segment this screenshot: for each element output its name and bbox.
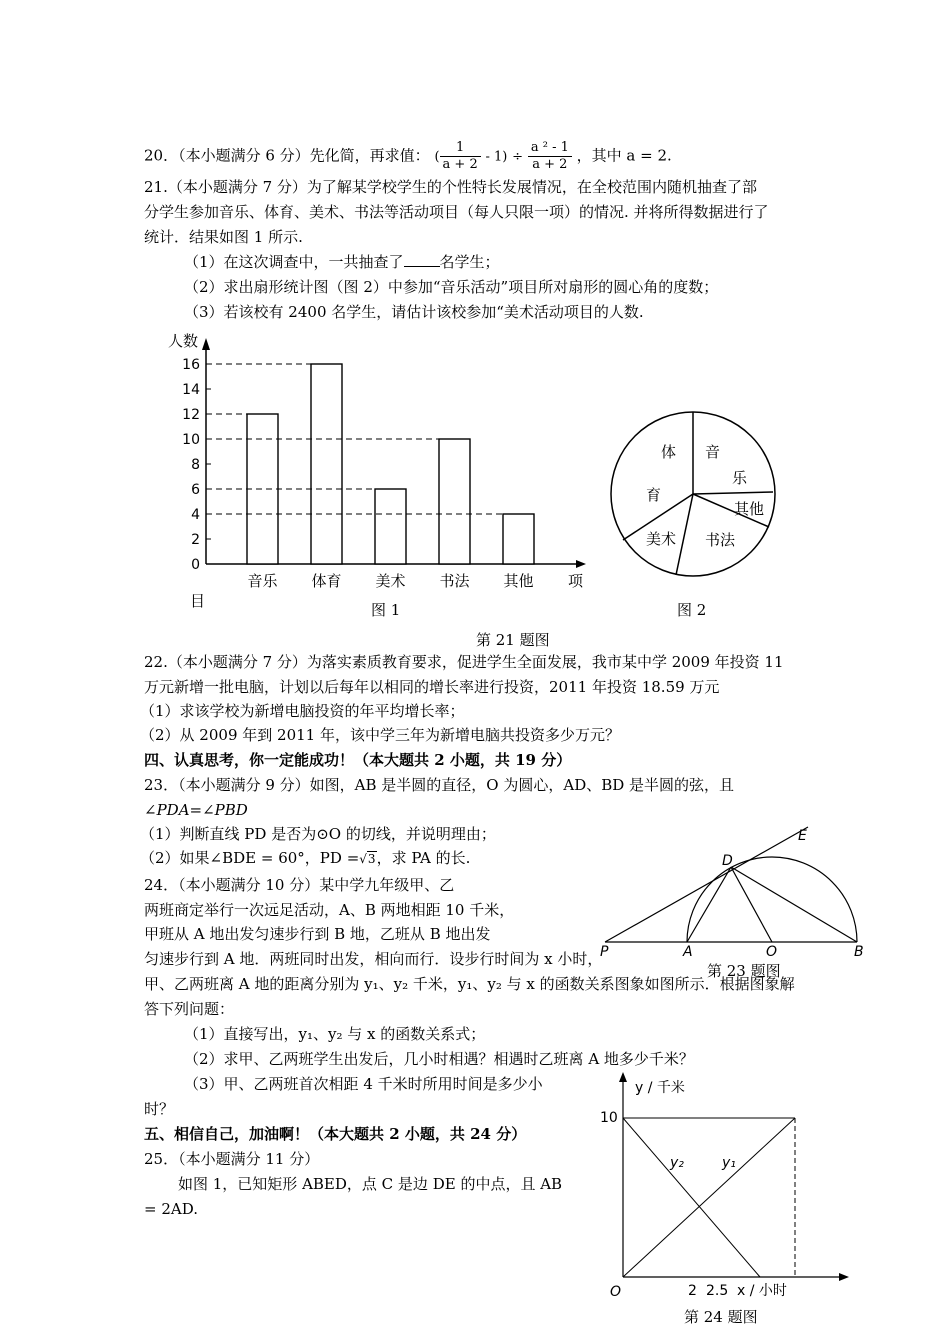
- y-tick-label: 8: [191, 457, 200, 473]
- bar-chart: [150, 326, 600, 626]
- q20-div: ÷: [512, 149, 524, 165]
- q24-sub3-cont: 时？: [144, 1100, 175, 1118]
- q20-fraction-2: $\frac{\text{a ² - 1}}{a + 2}$: [528, 140, 572, 173]
- q20-prefix: 20．（本小题满分 6 分）先化简，再求值：: [144, 146, 430, 165]
- pie-label-calligraphy: 书法: [705, 531, 736, 549]
- q24-sub2: （2）求甲、乙两班学生出发后，几小时相遇？相遇时乙班离 A 地多少千米？: [184, 1050, 694, 1068]
- pie-label-le: 乐: [732, 469, 748, 487]
- x-axis-label: x / 小时: [737, 1283, 787, 1299]
- q24-sub3: （3）甲、乙两班首次相距 4 千米时所用时间是多少小: [184, 1075, 543, 1093]
- q24-caption: 第 24 题图: [684, 1308, 758, 1326]
- pie-chart: [608, 405, 778, 585]
- y-tick-label: 14: [182, 382, 200, 398]
- q23-line2: ∠PDA=∠PBD: [144, 801, 248, 819]
- q23-caption: 第 23 题图: [707, 962, 781, 980]
- q22-line2: 万元新增一批电脑，计划以后每年以相同的增长率进行投资，2011 年投资 18.59 万元: [144, 678, 720, 696]
- q23-line4: （2）如果∠BDE = 60°，PD =√3，求 PA 的长.: [140, 849, 471, 867]
- y1-line: [623, 1118, 795, 1277]
- y-tick-label: 4: [191, 507, 200, 523]
- x-category-label: 美术: [375, 572, 406, 590]
- y-tick-label: 6: [191, 482, 200, 498]
- point-A: A: [683, 944, 693, 960]
- q21-line1: 21.（本小题满分 7 分）为了解某学校学生的个性特长发展情况，在全校范围内随机抽查了部: [144, 178, 757, 196]
- q25-line3: = 2AD.: [144, 1200, 198, 1218]
- q23-line3: （1）判断直线 PD 是否为⊙O 的切线，并说明理由；: [140, 825, 496, 843]
- label-y2: y₂: [670, 1155, 684, 1171]
- q25-line1: 25．（本小题满分 11 分）: [144, 1150, 320, 1168]
- q24-sub1: （1）直接写出，y₁、y₂ 与 x 的函数关系式；: [184, 1025, 486, 1043]
- x-axis-arrow: [576, 560, 586, 568]
- y-axis-label: 人数: [168, 332, 199, 350]
- sqrt-3: √3: [359, 852, 376, 866]
- pie-label-art: 美术: [646, 530, 677, 548]
- section4-heading: 四、认真思考，你一定能成功！（本大题共 2 小题，共 19 分）: [144, 751, 572, 769]
- x-category-label: 体育: [311, 572, 342, 590]
- y-tick-10: 10: [600, 1110, 618, 1126]
- bar-美术: [375, 489, 406, 564]
- pie-label-yin: 音: [705, 443, 721, 461]
- x-tick-2: 2: [688, 1283, 697, 1299]
- y-tick-label: 0: [191, 557, 200, 573]
- q20-minus: - 1): [485, 149, 508, 165]
- origin-O: O: [610, 1284, 622, 1300]
- y-tick-label: 12: [182, 407, 200, 423]
- q24-line4: 匀速步行到 A 地．两班同时出发，相向而行．设步行时间为 x 小时，: [144, 950, 603, 968]
- bar-体育: [311, 364, 342, 564]
- point-P: P: [600, 944, 609, 960]
- y-tick-label: 16: [182, 357, 200, 373]
- q25-line2: 如图 1，已知矩形 ABED，点 C 是边 DE 的中点，且 AB: [178, 1175, 563, 1193]
- pie-label-other: 其他: [734, 500, 765, 518]
- q24-line3: 甲班从 A 地出发匀速步行到 B 地，乙班从 B 地出发: [144, 925, 491, 943]
- fig2-caption: 图 2: [677, 601, 707, 619]
- q24-line2: 两班商定举行一次远足活动，A、B 两地相距 10 千米，: [144, 901, 515, 919]
- q22-line3: （1）求该学校为新增电脑投资的年平均增长率；: [140, 702, 465, 720]
- q24-line6: 答下列问题：: [144, 1000, 235, 1018]
- q24-line5: 甲、乙两班离 A 地的距离分别为 y₁、y₂ 千米，y₁、y₂ 与 x 的函数关系图象如图所示．根据图象解: [144, 975, 795, 993]
- point-E: E: [798, 828, 807, 844]
- x-category-label: 书法: [439, 572, 470, 590]
- q21-sub1: （1）在这次调查中，一共抽查了 名学生；: [184, 253, 500, 271]
- q20-suffix: ，其中 a = 2.: [576, 146, 672, 165]
- q21-line2: 分学生参加音乐、体育、美术、书法等活动项目（每人只限一项）的情况. 并将所得数据进行了: [144, 203, 769, 221]
- fig24-graph: [595, 1072, 855, 1317]
- x-category-label: 音乐: [247, 572, 278, 590]
- q20-fraction-1: $\frac{1}{a + 2}$: [440, 140, 481, 173]
- q21-sub3: （3）若该校有 2400 名学生，请估计该校参加“美术活动项目的人数.: [184, 303, 644, 321]
- point-O: O: [766, 944, 778, 960]
- y-axis-arrow: [202, 338, 210, 350]
- q21-sub2: （2）求出扇形统计图（图 2）中参加“音乐活动”项目所对扇形的圆心角的度数；: [184, 278, 719, 296]
- y2-line: [623, 1118, 760, 1277]
- q21-caption: 第 21 题图: [476, 631, 550, 649]
- pie-label-yu: 育: [646, 486, 662, 504]
- x-axis-label-cont: 目: [190, 592, 206, 610]
- x-category-label: 其他: [503, 572, 534, 590]
- q24-line1: 24．（本小题满分 10 分）某中学九年级甲、乙: [144, 876, 455, 894]
- q23-line1: 23．（本小题满分 9 分）如图，AB 是半圆的直径，O 为圆心，AD、BD 是半圆的弦，且: [144, 776, 735, 794]
- section5-heading: 五、相信自己，加油啊！（本大题共 2 小题，共 24 分）: [144, 1125, 527, 1143]
- bar-书法: [439, 439, 470, 564]
- y-tick-label: 2: [191, 532, 200, 548]
- q22-line4: （2）从 2009 年到 2011 年，该中学三年为新增电脑共投资多少万元？: [140, 726, 620, 744]
- answer-blank: [404, 252, 440, 267]
- x-tick-2-5: 2.5: [706, 1283, 729, 1299]
- y-axis-label: y / 千米: [635, 1080, 685, 1096]
- point-B: B: [854, 944, 864, 960]
- q20-line: 20．（本小题满分 6 分）先化简，再求值： ( $\frac{1}{a + 2}$ - 1) ÷ $\frac{\text{a ² - 1}}{a + 2}$ ，其中 a = 2.: [144, 140, 672, 172]
- q22-line1: 22.（本小题满分 7 分）为落实素质教育要求，促进学生全面发展，我市某中学 2009 年投资 11: [144, 653, 784, 671]
- bar-其他: [503, 514, 534, 564]
- y-tick-label: 10: [182, 432, 200, 448]
- fig23-geometry: [590, 820, 880, 970]
- point-D: D: [722, 853, 733, 869]
- q21-line3: 统计．结果如图 1 所示.: [144, 228, 303, 246]
- x-axis-label: 项: [568, 572, 584, 590]
- label-y1: y₁: [722, 1155, 736, 1171]
- pie-label-ti: 体: [661, 443, 677, 461]
- fig1-caption: 图 1: [371, 601, 401, 619]
